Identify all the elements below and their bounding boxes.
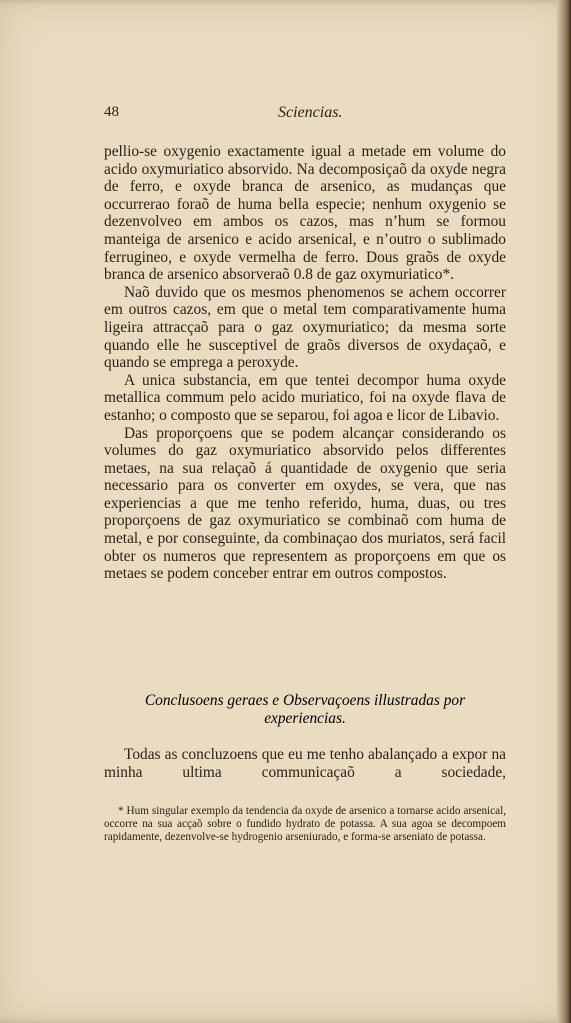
page-number: 48	[104, 104, 119, 120]
paragraph-3: A unica substancia, em que tentei decompor huma oxyde metallica commum pelo acido muriatico, foi na oxyde flava de estanho; o composto que se separou, foi agoa e licor de Libavio.	[104, 371, 506, 424]
paragraph-1: pellio-se oxygenio exactamente igual a metade em volume do acido oxymuriatico absorvido. Na decomposiçaõ da oxyde negra de ferro, e oxyde branca de arsenico, as mudanças que occurrerao foraõ de huma bella especie; nenhum oxygenio se dezenvolveo em ambos os cazos, mas n’hum se formou manteiga de arsenico e acido arsenical, e n’outro o sublimado ferrugineo, e oxyde vermelha de ferro. Dous graõs de oxyde branca de arsenico absorveraõ 0.8 de gaz oxymuriatico*.	[104, 143, 506, 284]
body-text-top	[104, 143, 506, 583]
paragraph-4: Das proporçoens que se podem alcançar considerando os volumes do gaz oxymuriatico absorvido pelos differentes metaes, na sua relaçaõ á quantidade de oxygenio que seria necessario para os converter em oxydes, se vera, que nas experiencias a que me tenho referido, huma, duas, ou tres proporçoens de gaz oxymuriatico se combinaõ com huma de metal, e por conseguinte, da combinaçao dos muriatos, será facil obter os numeros que representem as proporçoens em que os metaes se podem conceber entrar em outros compostos.	[104, 424, 506, 583]
page-gutter-shadow	[557, 0, 571, 1023]
footnote-text: * Hum singular exemplo da tendencia da oxyde de arsenico a tornarse acido arsenical, occorre na sua acçaõ sobre o fundido hydrato de potassa. A sua agoa se decompoem rapidamente, dezenvolve-se hydrogenio arseniurado, e forma-se arseniato de potassa.	[104, 805, 506, 843]
footnote	[104, 805, 506, 844]
page-header	[104, 104, 506, 128]
section-heading: Conclusoens geraes e Observaçoens illustradas por experiencias.	[144, 692, 466, 727]
paragraph-2: Naõ duvido que os mesmos phenomenos se achem occorrer em outros cazos, em que o metal tem comparativamente huma ligeira attracçaõ para o gaz oxymuriatico; da mesma sorte quando elle he susceptivel de graõs diversos de oxydaçaõ, e quando se emprega a peroxyde.	[104, 283, 506, 372]
running-head: Sciencias.	[278, 104, 343, 121]
paragraph-5: Todas as concluzoens que eu me tenho abalançado a expor na minha ultima communicaçaõ a sociedade,	[104, 746, 506, 781]
body-text-bottom	[104, 746, 506, 781]
